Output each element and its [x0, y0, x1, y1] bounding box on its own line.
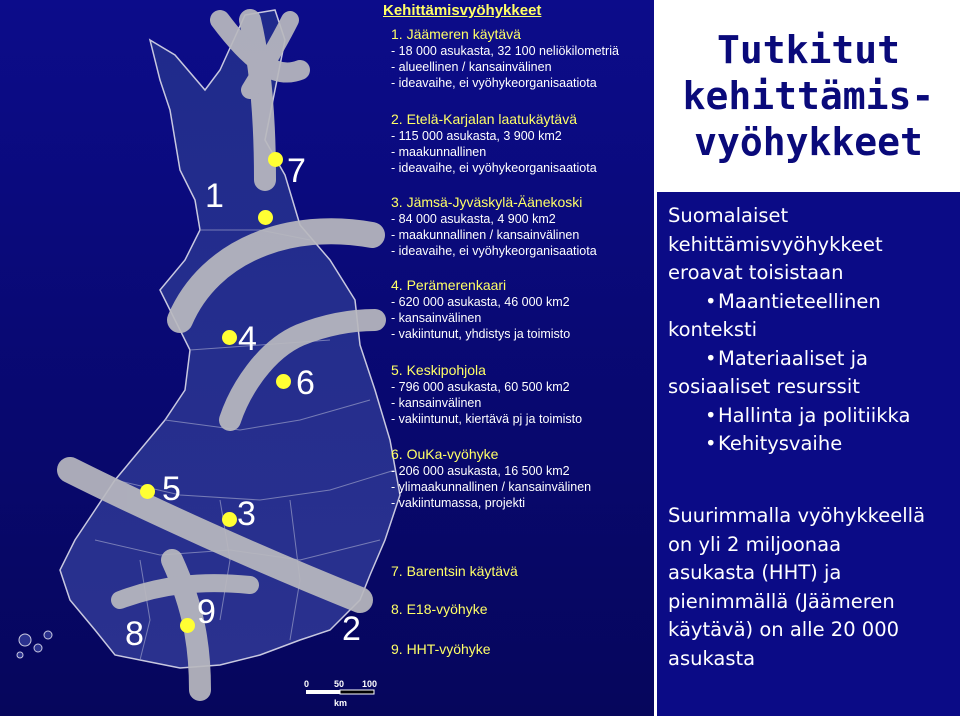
legend-zone-detail: - 796 000 asukasta, 60 500 km2 — [391, 380, 570, 394]
legend-zone-8 — [391, 600, 488, 618]
legend-zone-detail: - vakiintumassa, projekti — [391, 496, 526, 510]
intro-line: Suomalaiset — [668, 204, 789, 227]
summary-line: on yli 2 miljoonaa — [668, 532, 842, 556]
legend-zone-detail: - vakiintunut, kiertävä pj ja toimisto — [391, 412, 583, 426]
intro-line: eroavat toisistaan — [668, 261, 844, 284]
title-line: kehittämis- — [682, 74, 935, 118]
summary-line: pienimmällä (Jäämeren — [668, 589, 895, 613]
bullet-item: • Kehitysvaihe — [668, 430, 953, 459]
zone-number-5: 5 — [162, 470, 181, 508]
zone-marker-dot — [222, 330, 237, 345]
legend-zone-detail: - kansainvälinen — [391, 311, 482, 325]
legend-zone-detail: - ideavaihe, ei vyöhykeorganisaatiota — [391, 161, 597, 175]
title-line: Tutkitut — [716, 28, 901, 72]
bullet-continuation: konteksti — [668, 318, 758, 341]
zone-number-9: 9 — [197, 593, 216, 631]
title-line: vyöhykkeet — [694, 120, 923, 164]
zone-number-6: 6 — [296, 364, 315, 402]
summary-line: asukasta (HHT) ja — [668, 561, 842, 584]
zone-marker-dot — [222, 512, 237, 527]
legend-zone-detail: - 84 000 asukasta, 4 900 km2 — [391, 212, 556, 226]
legend-zone-detail: - 620 000 asukasta, 46 000 km2 — [391, 295, 570, 309]
zone-number-1: 1 — [205, 177, 224, 215]
zone-number-3: 3 — [237, 495, 256, 533]
zone-marker-dot — [140, 484, 155, 499]
zone-number-8: 8 — [125, 615, 144, 653]
legend-zone-detail: - 18 000 asukasta, 32 100 neliökilometriä — [391, 44, 619, 58]
bullet-item: • Materiaaliset ja — [668, 345, 953, 374]
scale-tick-0: 0 — [304, 679, 310, 689]
legend-zone-heading: 3. Jämsä-Jyväskylä-Äänekoski — [391, 194, 583, 210]
zone-marker-dot — [258, 210, 273, 225]
legend-zone-detail: - ideavaihe, ei vyöhykeorganisaatiota — [391, 244, 597, 258]
legend-zone-detail: - 115 000 asukasta, 3 900 km2 — [391, 129, 562, 143]
legend-zone-heading: 9. HHT-vyöhyke — [391, 641, 491, 657]
summary-line: käytävä) on alle 20 000 — [668, 618, 900, 641]
summary-line: Suurimmalla vyöhykkeellä — [668, 504, 926, 527]
legend-zone-detail: - ylimaakunnallinen / kansainvälinen — [391, 480, 592, 494]
legend-zone-heading: 1. Jäämeren käytävä — [391, 26, 521, 42]
scale-tick-50: 50 — [334, 679, 345, 689]
legend-zone-heading: 7. Barentsin käytävä — [391, 563, 518, 579]
scale-tick-100: 100 — [362, 679, 378, 689]
intro-line: kehittämisvyöhykkeet — [668, 232, 883, 256]
legend-zone-detail: - maakunnallinen — [391, 145, 487, 159]
zone-number-7: 7 — [287, 152, 306, 190]
slide-title — [657, 0, 960, 192]
legend-zone-5 — [391, 361, 582, 427]
summary-line: asukasta — [668, 646, 756, 670]
legend-zone-detail: - maakunnallinen / kansainvälinen — [391, 228, 580, 242]
zone-number-4: 4 — [238, 320, 257, 358]
legend-zone-3 — [391, 193, 597, 259]
legend-zone-detail: - 206 000 asukasta, 16 500 km2 — [391, 464, 570, 478]
legend-zone-4 — [391, 276, 570, 342]
legend-zone-heading: 8. E18-vyöhyke — [391, 601, 488, 617]
summary-text — [668, 502, 953, 673]
legend-title: Kehittämisvyöhykkeet — [383, 2, 542, 19]
legend-zone-detail: - ideavaihe, ei vyöhykeorganisaatiota — [391, 76, 597, 90]
zone-number-2: 2 — [342, 610, 361, 648]
legend-zone-heading: 2. Etelä-Karjalan laatukäytävä — [391, 111, 577, 127]
legend-zone-heading: 4. Perämerenkaari — [391, 277, 507, 293]
legend-zone-detail: - alueellinen / kansainvälinen — [391, 60, 552, 74]
scale-unit: km — [334, 698, 348, 708]
legend-zone-heading: 6. OuKa-vyöhyke — [391, 446, 499, 462]
zone-marker-dot — [180, 618, 195, 633]
legend-zone-heading: 5. Keskipohjola — [391, 362, 486, 378]
bullet-continuation: sosiaaliset resurssit — [668, 375, 860, 398]
legend-zone-6 — [391, 445, 591, 511]
legend-zone-9 — [391, 640, 491, 658]
zone-marker-dot — [268, 152, 283, 167]
bullet-item: • Maantieteellinen — [668, 288, 953, 317]
zone-marker-dot — [276, 374, 291, 389]
intro-text — [668, 202, 953, 459]
legend-zone-1 — [391, 25, 619, 91]
bullet-item: • Hallinta ja politiikka — [668, 402, 953, 431]
legend-zone-2 — [391, 110, 597, 176]
map-scale-bar — [304, 679, 384, 714]
legend-zone-detail: - vakiintunut, yhdistys ja toimisto — [391, 327, 571, 341]
legend-zone-detail: - kansainvälinen — [391, 396, 482, 410]
legend-zone-7 — [391, 562, 518, 580]
